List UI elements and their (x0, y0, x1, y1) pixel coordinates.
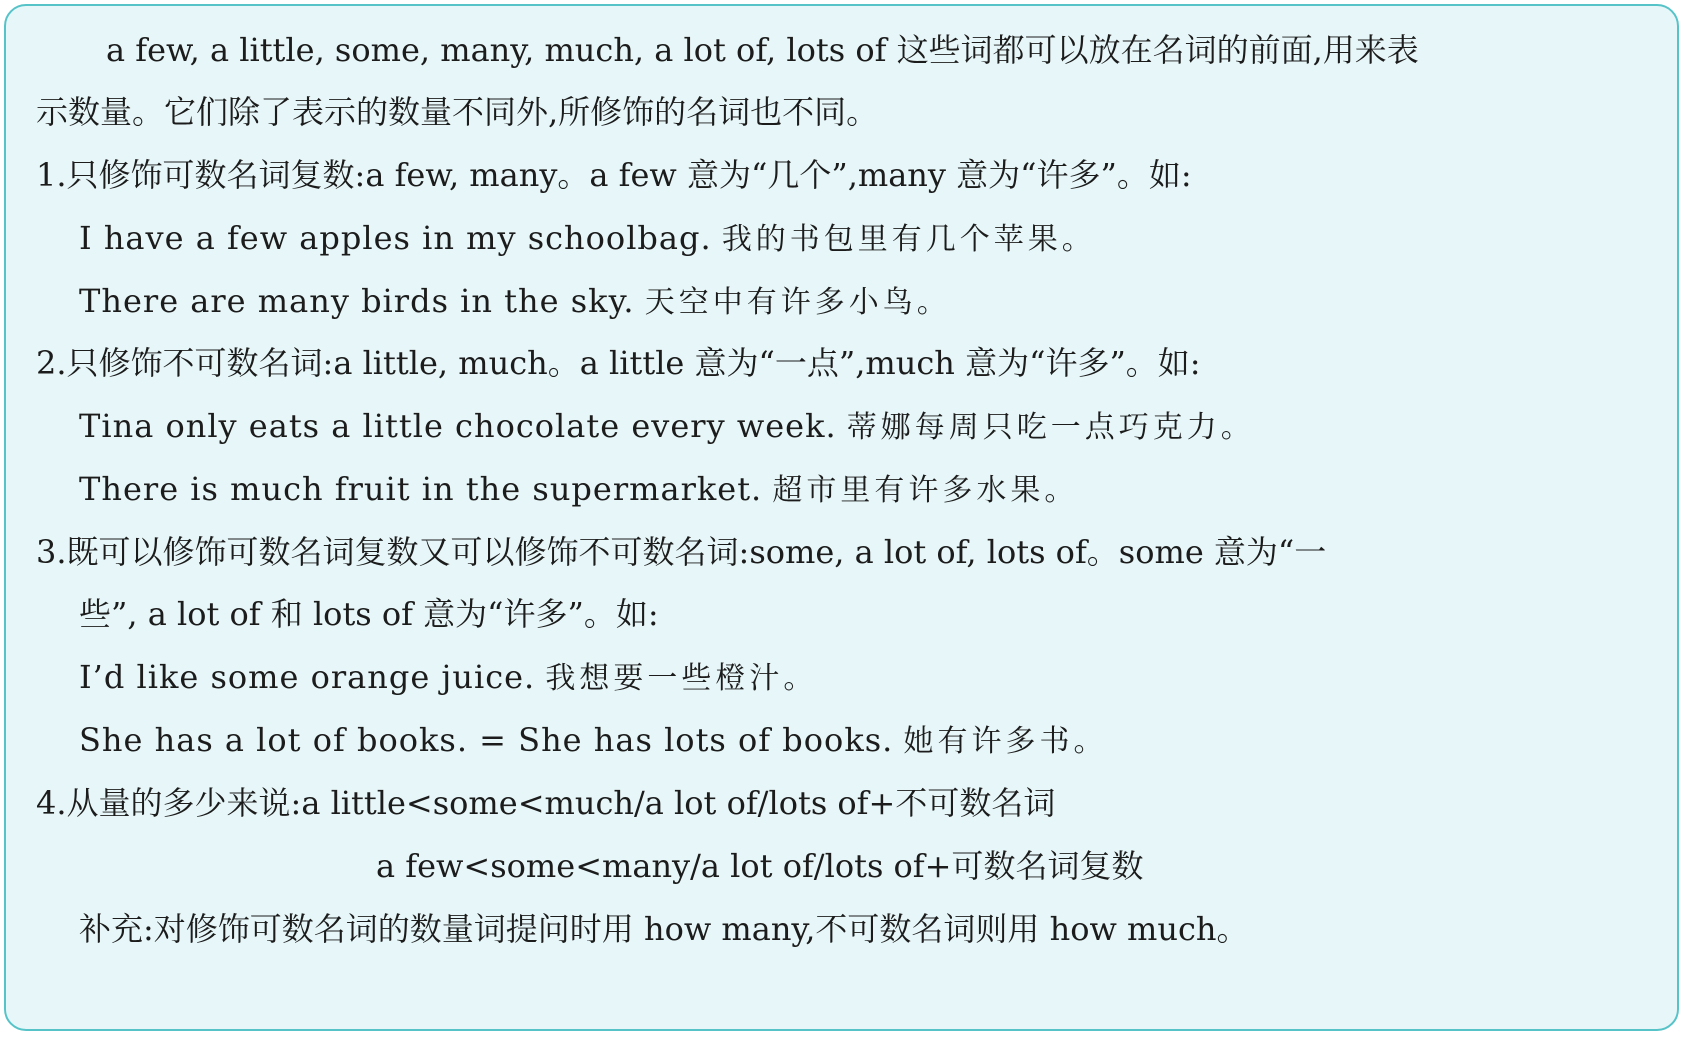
section-1-heading (36, 155, 1192, 195)
example-chinese: 我的书包里有几个苹果。 (721, 222, 1096, 257)
example-sentence (79, 218, 1096, 258)
example-chinese: 我想要一些橙汁。 (545, 661, 818, 696)
intro-line-2: 示数量。它们除了表示的数量不同外,所修饰的名词也不同。 (36, 93, 879, 131)
supplement-note: 补充:对修饰可数名词的数量词提问时用 how many,不可数名词则用 how much。 (79, 910, 1249, 948)
example-english: There are many birds in the sky. (79, 282, 635, 320)
intro-line-1: a few, a little, some, many, much, a lot of, lots of 这些词都可以放在名词的前面,用来表 (106, 31, 1419, 69)
section-4-heading-continued: a few<some<many/a lot of/lots of+可数名词复数 (376, 847, 1144, 885)
example-chinese: 蒂娜每周只吃一点巧克力。 (846, 410, 1255, 445)
example-sentence (79, 657, 817, 697)
section-4-heading (36, 783, 1055, 823)
section-heading-text: 只修饰可数名词复数:a few, many。a few 意为“几个”,many 意为“许多”。如: (66, 156, 1192, 194)
section-heading-text: 既可以修饰可数名词复数又可以修饰不可数名词:some, a lot of, lots of。some 意为“一 (66, 533, 1327, 571)
section-number: 3. (36, 533, 67, 571)
section-number: 4. (36, 784, 67, 822)
example-sentence (79, 469, 1078, 509)
section-2-heading (36, 343, 1201, 383)
example-sentence (79, 720, 1107, 760)
example-chinese: 她有许多书。 (903, 724, 1108, 759)
example-chinese: 天空中有许多小鸟。 (644, 285, 951, 320)
section-heading-text: 只修饰不可数名词:a little, much。a little 意为“一点”,much 意为“许多”。如: (66, 344, 1201, 382)
section-number: 2. (36, 344, 67, 382)
example-english: Tina only eats a little chocolate every week. (79, 407, 837, 445)
grammar-note-card (4, 4, 1679, 1031)
example-chinese: 超市里有许多水果。 (772, 473, 1079, 508)
example-english: I’d like some orange juice. (79, 658, 536, 696)
example-english: She has a lot of books. = She has lots of books. (79, 721, 894, 759)
example-english: There is much fruit in the supermarket. (79, 470, 763, 508)
example-english: I have a few apples in my schoolbag. (79, 219, 712, 257)
section-3-heading (36, 532, 1326, 572)
section-3-heading-continued: 些”, a lot of 和 lots of 意为“许多”。如: (79, 595, 659, 633)
section-number: 1. (36, 156, 67, 194)
example-sentence (79, 281, 951, 321)
section-heading-text: 从量的多少来说:a little<some<much/a lot of/lots of+不可数名词 (66, 784, 1056, 822)
example-sentence (79, 406, 1255, 446)
